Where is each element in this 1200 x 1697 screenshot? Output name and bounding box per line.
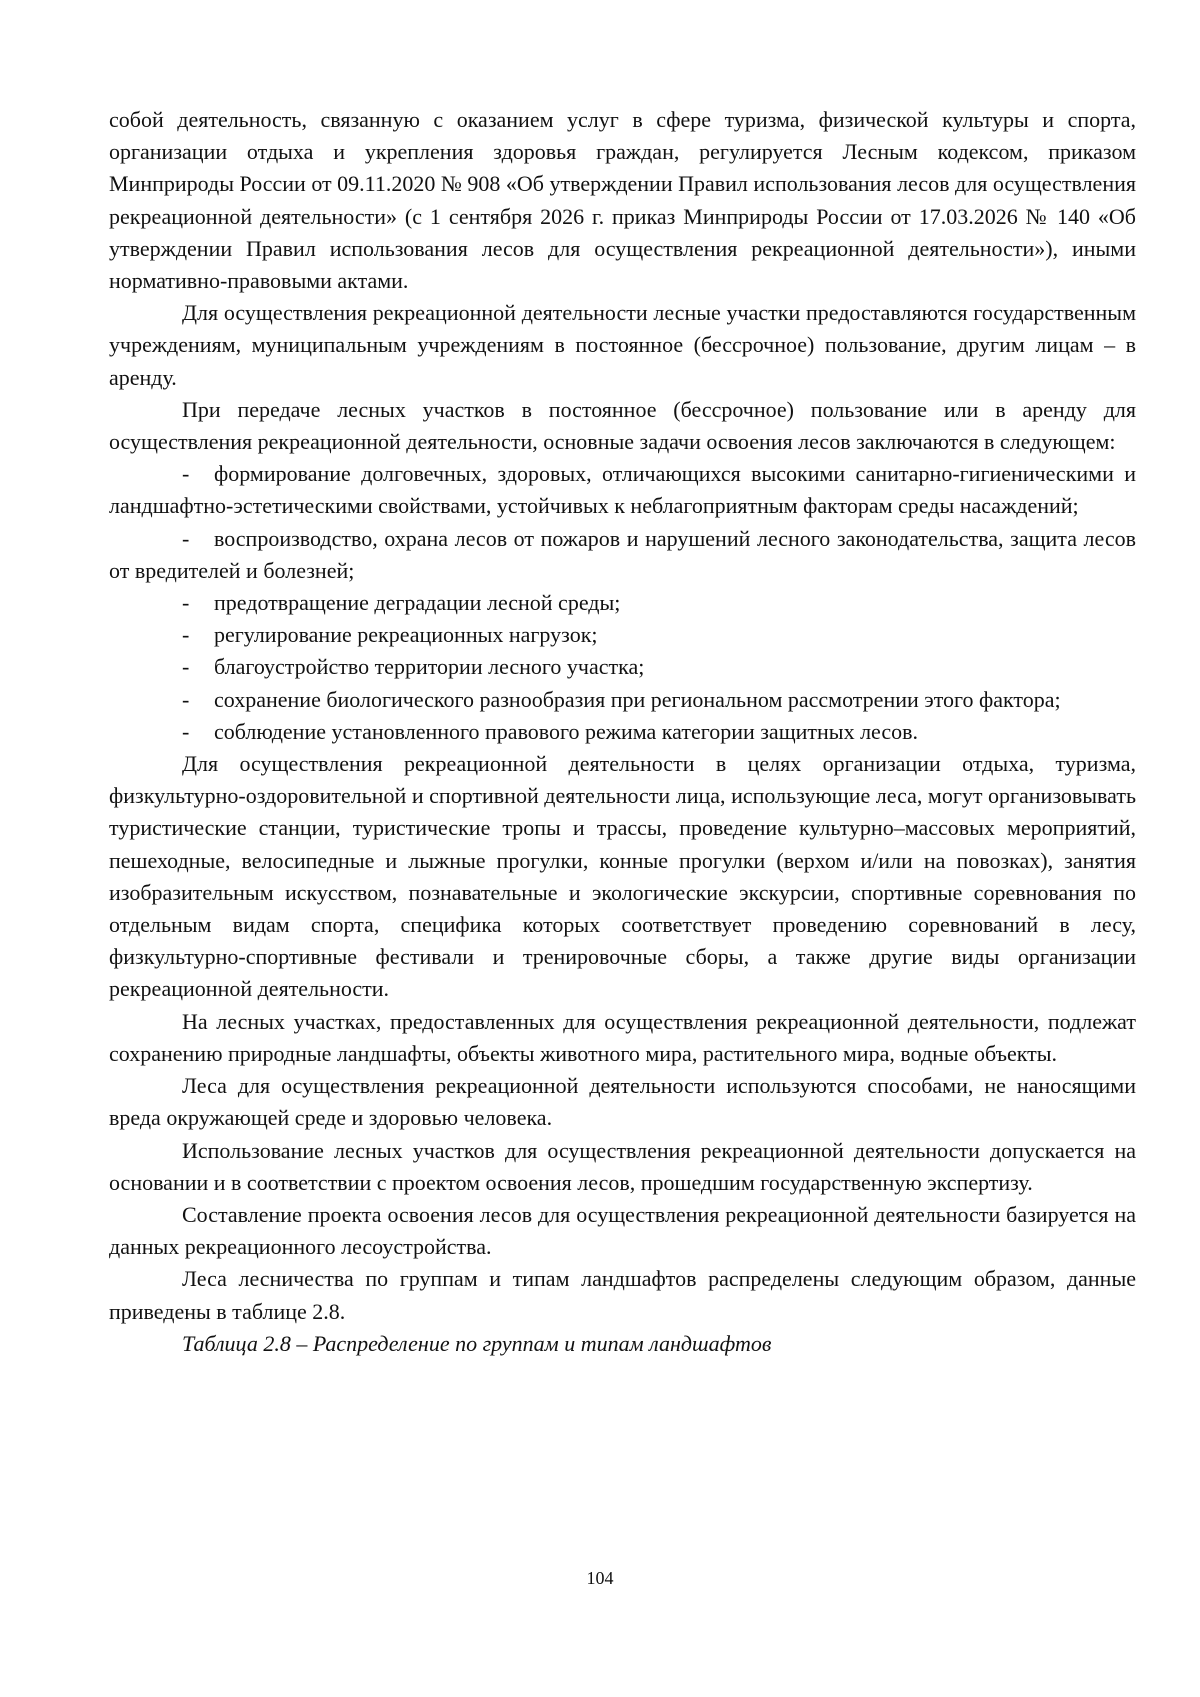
dash-marker: - — [182, 654, 190, 680]
list-item: - формирование долговечных, здоровых, отличающихся высокими санитарно-гигиеническими и ландшафтно-эстетическими свойствами, устойчивых к неблагоприятным факторам среды насаждений; — [109, 458, 1136, 522]
dash-marker: - — [182, 525, 190, 551]
tasks-list — [109, 458, 1136, 748]
list-item: - благоустройство территории лесного участка; — [109, 651, 1136, 683]
paragraph-landscape-distribution: Леса лесничества по группам и типам ландшафтов распределены следующим образом, данные приведены в таблице 2.8. — [109, 1266, 1136, 1324]
page-number: 104 — [586, 1568, 614, 1588]
list-item: - предотвращение деградации лесной среды; — [109, 587, 1136, 619]
dash-marker: - — [182, 461, 190, 487]
dash-marker: - — [182, 718, 190, 744]
list-item: - сохранение биологического разнообразия при региональном рассмотрении этого фактора; — [109, 684, 1136, 716]
dash-marker: - — [182, 590, 190, 616]
dash-marker: - — [182, 622, 190, 648]
table-caption: Таблица 2.8 – Распределение по группам и типам ландшафтов — [182, 1330, 772, 1356]
paragraph-main-tasks: При передаче лесных участков в постоянное (бессрочное) пользование или в аренду для осуществления рекреационной деятельности, основные задачи освоения лесов заключаются в следующем: — [109, 396, 1136, 455]
paragraph-project-expertise: Использование лесных участков для осуществления рекреационной деятельности допускается на основании и в соответствии с проектом освоения лесов, прошедшим государственную экспертизу. — [109, 1137, 1136, 1195]
list-item: - воспроизводство, охрана лесов от пожаров и нарушений лесного законодательства, защита лесов от вредителей и болезней; — [109, 523, 1136, 587]
paragraph-land-provision: Для осуществления рекреационной деятельности лесные участки предоставляются государственным учреждениям, муниципальным учреждениям в постоянное (бессрочное) пользование, другим лицам – в аренду. — [109, 300, 1136, 390]
paragraph-recreation-activities: Для осуществления рекреационной деятельности в целях организации отдыха, туризма, физкультурно-оздоровительной и спортивной деятельности лица, использующие леса, могут организовывать туристические станции, туристические тропы и трассы, проведение культурно–массовых мероприятий, пешеходные, велосипедные и лыжные прогулки, конные прогулки (верхом и/или на повозках), занятия изобразительным искусством, познавательные и экологические экскурсии, спортивные соревнования по отдельным видам спорта, специфика которых соответствует проведению соревнований в лесу, физкультурно-спортивные фестивали и тренировочные сборы, а также другие виды организации рекреационной деятельности. — [109, 751, 1136, 1002]
list-item: - регулирование рекреационных нагрузок; — [109, 619, 1136, 651]
list-item: - соблюдение установленного правового режима категории защитных лесов. — [109, 716, 1136, 748]
paragraph-project-basis: Составление проекта освоения лесов для осуществления рекреационной деятельности базируется на данных рекреационного лесоустройства. — [109, 1201, 1136, 1260]
document-body — [109, 104, 1136, 1360]
paragraph-preservation: На лесных участках, предоставленных для осуществления рекреационной деятельности, подлежат сохранению природные ландшафты, объекты животного мира, растительного мира, водные объекты. — [109, 1008, 1136, 1066]
dash-marker: - — [182, 686, 190, 712]
paragraph-usage-methods: Леса для осуществления рекреационной деятельности используются способами, не наносящими вреда окружающей среде и здоровью человека. — [109, 1073, 1136, 1131]
paragraph-regulation: собой деятельность, связанную с оказанием услуг в сфере туризма, физической культуры и спорта, организации отдыха и укрепления здоровья граждан, регулируется Лесным кодексом, приказом Минприроды России от 09.11.2020 № 908 «Об утверждении Правил использования лесов для осуществления рекреационной деятельности» (с 1 сентября 2026 г. приказ Минприроды России от 17.03.2026 № 140 «Об утверждении Правил использования лесов для осуществления рекреационной деятельности»), иными нормативно-правовыми актами. — [109, 107, 1136, 294]
